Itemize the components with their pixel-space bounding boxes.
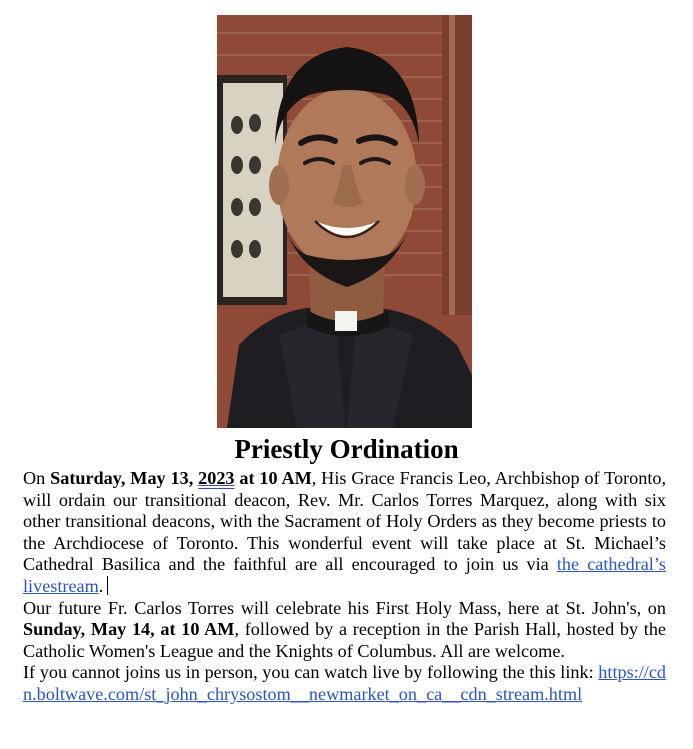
livestream-link[interactable]: the cathedral’s livestream <box>23 554 666 596</box>
portrait-photo <box>217 15 472 428</box>
text-run: On <box>23 468 51 488</box>
first-mass-paragraph <box>23 598 666 663</box>
text-cursor <box>107 576 108 595</box>
first-mass-date: Sunday, May 14, at 10 AM <box>23 619 235 640</box>
stream-url-link[interactable]: https://cdn.boltwave.com/st_john_chrysostom__newmarket_on_ca__cdn_stream.html <box>23 662 666 704</box>
ordination-paragraph <box>23 468 666 598</box>
text-run: , His Grace Francis Leo, Archbishop of Toronto, will ordain our transitional deacon, Rev. Mr. Carlos Torres Marquez, along with six other transitional deacons, with the Sacrament of Holy Orders as they become priests to the Archdiocese of Toronto. This wonderful event will take place at St. Michael’s Cathedral Basilica and the faithful are all encouraged to join us via <box>23 468 667 575</box>
text-run: . <box>98 575 104 596</box>
date-year: 2023 <box>198 468 235 488</box>
page-title: Priestly Ordination <box>234 434 459 464</box>
text-run: , followed by a reception in the Parish Hall, hosted by the Catholic Women's League and the Knights of Columbus. All are welcome. <box>23 619 666 661</box>
text-run: If you cannot joins us in person, you can watch live by following the this link: <box>23 662 599 683</box>
date-text: Saturday, May 13, <box>50 468 199 488</box>
announcement-body <box>23 468 666 706</box>
text-run: Our future Fr. Carlos Torres will celebrate his First Holy Mass, here at St. John's, on <box>23 597 666 618</box>
time-text: at 10 AM <box>234 468 312 488</box>
watch-live-paragraph <box>23 662 666 705</box>
ordination-date <box>50 468 312 488</box>
portrait-illustration <box>217 15 472 428</box>
